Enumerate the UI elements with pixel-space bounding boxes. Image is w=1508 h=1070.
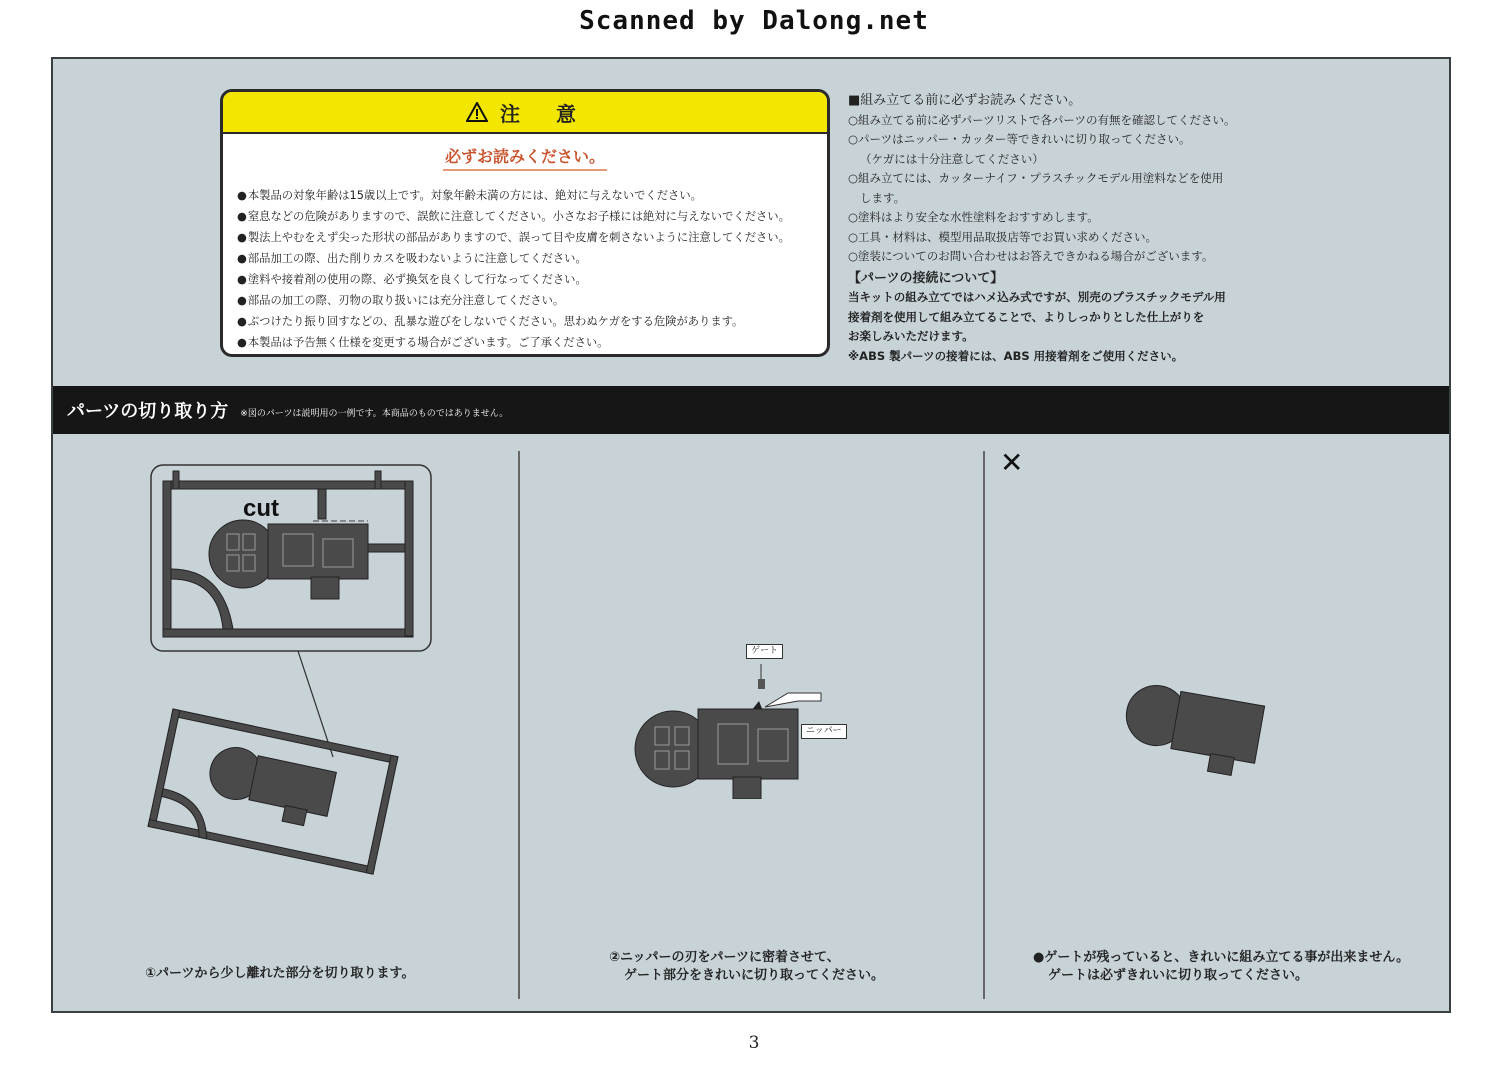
notes-line: ○パーツはニッパー・カッター等できれいに切り取ってください。 <box>848 132 1191 146</box>
warning-icon <box>466 102 488 122</box>
joint-line: 接着剤を使用して組み立てることで、よりしっかりとした仕上がりを <box>848 309 1205 324</box>
caution-item: ● ぶつけたり振り回すなどの、乱暴な遊びをしないでください。思わぬケガをする危険があります。 <box>237 311 827 332</box>
runner-illustration <box>143 459 483 879</box>
gate-remaining-illustration <box>1113 684 1293 794</box>
caution-title: 注 意 <box>500 101 584 126</box>
caution-box <box>220 89 830 357</box>
caution-item: ● 塗料や接着剤の使用の際、必ず換気を良くして行なってください。 <box>237 269 827 290</box>
joint-line: お楽しみいただけます。 <box>848 329 974 343</box>
scan-credit: Scanned by Dalong.net <box>579 6 929 36</box>
step2-caption-1: ②ニッパーの刃をパーツに密着させて、 <box>609 950 840 965</box>
cut-label: cut <box>243 495 279 522</box>
caution-item: ● 本製品は予告無く仕様を変更する場合がございます。ご了承ください。 <box>237 332 827 353</box>
section-note: ※図のパーツは説明用の一例です。本商品のものではありません。 <box>240 408 509 419</box>
panel-divider <box>983 451 985 999</box>
gate-label: ゲート <box>746 644 783 659</box>
caution-list <box>237 185 827 353</box>
notes-line: （ケガには十分注意してください） <box>860 151 1044 166</box>
notes-line: ○組み立てる前に必ずパーツリストで各パーツの有無を確認してください。 <box>848 112 1236 127</box>
section-bar <box>53 386 1449 434</box>
notes-line: ○塗装についてのお問い合わせはお答えできかねる場合がございます。 <box>848 249 1214 263</box>
notes-line: ○工具・材料は、模型用品取扱店等でお買い求めください。 <box>848 229 1158 244</box>
step1-caption: ①パーツから少し離れた部分を切り取ります。 <box>145 966 415 981</box>
caution-item: ● 窒息などの危険がありますので、誤飲に注意してください。小さなお子様には絶対に与えないでください。 <box>237 206 827 227</box>
caution-item: ● 本製品の対象年齢は15歳以上です。対象年齢未満の方には、絶対に与えないでください。 <box>237 185 827 206</box>
caution-subtitle: 必ずお読みください。 <box>223 144 827 167</box>
notes-heading: ■組み立てる前に必ずお読みください。 <box>848 93 1082 108</box>
nipper-label: ニッパー <box>801 724 847 739</box>
joint-heading: 【パーツの接続について】 <box>848 270 1004 286</box>
notes-line: します。 <box>860 190 906 205</box>
step3-caption-1: ●ゲートが残っていると、きれいに組み立てる事が出来ません。 <box>1033 950 1410 965</box>
joint-line: ※ABS 製パーツの接着には、ABS 用接着剤をご使用ください。 <box>848 348 1184 363</box>
notes-line: ○組み立てには、カッターナイフ・プラスチックモデル用塗料などを使用 <box>848 171 1224 185</box>
step2-caption-2: ゲート部分をきれいに切り取ってください。 <box>624 968 885 983</box>
section-title: パーツの切り取り方 <box>67 401 229 422</box>
page-number: 3 <box>748 1033 760 1053</box>
instruction-page <box>51 57 1451 1013</box>
step3-caption-2: ゲートは必ずきれいに切り取ってください。 <box>1048 968 1309 983</box>
assembly-notes <box>848 91 1318 366</box>
caution-item: ● 部品の加工の際、刃物の取り扱いには充分注意してください。 <box>237 290 827 311</box>
caution-item: ● 製法上やむをえず尖った形状の部品がありますので、誤って目や皮膚を刺さないように注意してください。 <box>237 227 827 248</box>
notes-line: ○塗料はより安全な水性塗料をおすすめします。 <box>848 210 1099 224</box>
nipper-illustration <box>623 649 923 799</box>
joint-line: 当キットの組み立てではハメ込み式ですが、別売のプラスチックモデル用 <box>848 290 1226 304</box>
panel-divider <box>518 451 520 999</box>
caution-item: ● 部品加工の際、出た削りカスを吸わないように注意してください。 <box>237 248 827 269</box>
bad-example-x-icon: ✕ <box>1000 446 1024 479</box>
caution-header <box>223 92 827 134</box>
